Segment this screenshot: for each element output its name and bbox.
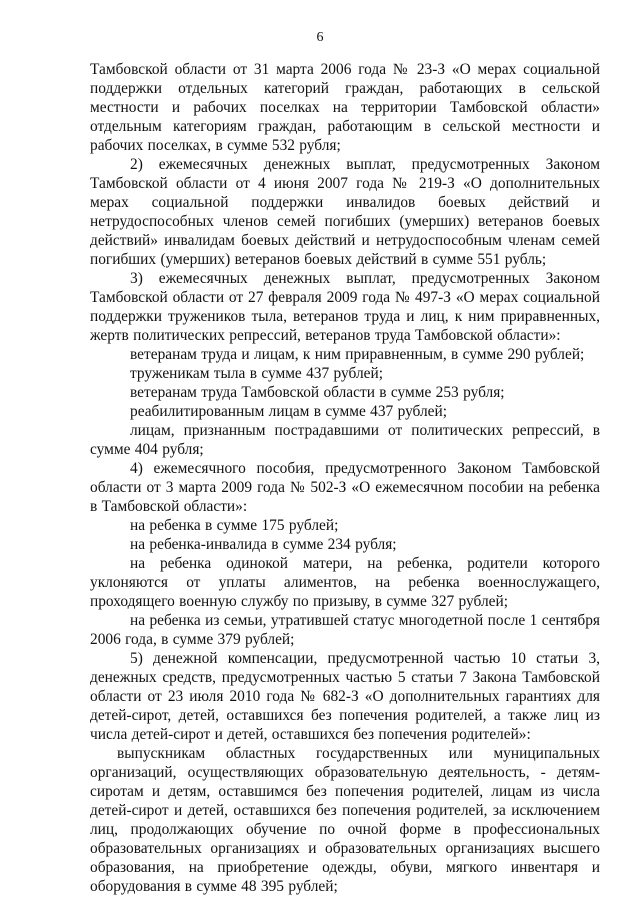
paragraph-orphan-graduates: выпускникам областных государственных или муниципальных организаций, осуществляющих образовательную деятельность, - детям-сиротам и детям, оставшимся без попечения родителей, лицам из числа детей-сирот и детей, оставшихся без попечения родителей, за исключением лиц, продолжающих обучение по очной форме в профессиональных образовательных организациях и образовательных организациях высшего образования, на приобретение одежды, обуви, мягкого инвентаря и оборудования в сумме 48 395 рублей; [90, 745, 600, 895]
paragraph-item-2-law-219-z: 2) ежемесячных денежных выплат, предусмотренных Законом Тамбовской области от 4 июня 2007 года № 219-З «О дополнительных мерах социальной поддержки инвалидов боевых действий и нетрудоспособных членов семей погибших (умерших) ветеранов боевых действий» инвалидам боевых действий и нетрудоспособным членам семей погибших (умерших) ветеранов боевых действий в сумме 551 рубль; [90, 156, 600, 268]
paragraph-repression-victims: лицам, признанным пострадавшими от политических репрессий, в сумме 404 рубля; [90, 422, 600, 458]
paragraph-item-5-law-682-z: 5) денежной компенсации, предусмотренной частью 10 статьи 3, денежных средств, предусмотренных частью 5 статьи 7 Закона Тамбовской области от 23 июля 2010 года № 682-З «О дополнительных гарантиях для детей-сирот, детей, оставшихся без попечения родителей, а также лиц из числа детей-сирот и детей, оставшихся без попечения родителей»: [90, 650, 600, 743]
paragraph-disabled-child-allowance: на ребенка-инвалида в сумме 234 рубля; [130, 536, 397, 553]
paragraph-law-23-z-continuation: Тамбовской области от 31 марта 2006 года № 23-З «О мерах социальной поддержки отдельных категорий граждан, работающих в сельской местности и рабочих поселках на территории Тамбовской области» отдельным категориям граждан, работающим в сельской местности и рабочих поселках, в сумме 532 рубля; [90, 61, 600, 154]
paragraph-item-3-law-497-z: 3) ежемесячных денежных выплат, предусмотренных Законом Тамбовской области от 27 февраля 2009 года № 497-З «О мерах социальной поддержки тружеников тыла, ветеранов труда и лиц, к ним приравненных, жертв политических репрессий, ветеранов труда Тамбовской области»: [90, 270, 600, 344]
page-number: 6 [316, 30, 324, 45]
paragraph-large-family-child-allowance: на ребенка из семьи, утратившей статус многодетной после 1 сентября 2006 года, в сумме 379 рублей; [90, 612, 600, 648]
paragraph-item-4-law-502-z: 4) ежемесячного пособия, предусмотренного Законом Тамбовской области от 3 марта 2009 года № 502-З «О ежемесячном пособии на ребенка в Тамбовской области»: [90, 460, 600, 515]
paragraph-labor-veterans: ветеранам труда и лицам, к ним приравненным, в сумме 290 рублей; [130, 346, 585, 363]
paragraph-tambov-labor-veterans: ветеранам труда Тамбовской области в сумме 253 рубля; [130, 384, 505, 401]
paragraph-rehabilitated-persons: реабилитированным лицам в сумме 437 рублей; [130, 403, 448, 420]
document-body [90, 60, 600, 896]
paragraph-child-allowance: на ребенка в сумме 175 рублей; [130, 517, 339, 534]
paragraph-home-front-workers: труженикам тыла в сумме 437 рублей; [130, 365, 384, 382]
paragraph-single-mother-child-allowance: на ребенка одинокой матери, на ребенка, родители которого уклоняются от уплаты алиментов, на ребенка военнослужащего, проходящего военную службу по призыву, в сумме 327 рублей; [90, 555, 600, 610]
